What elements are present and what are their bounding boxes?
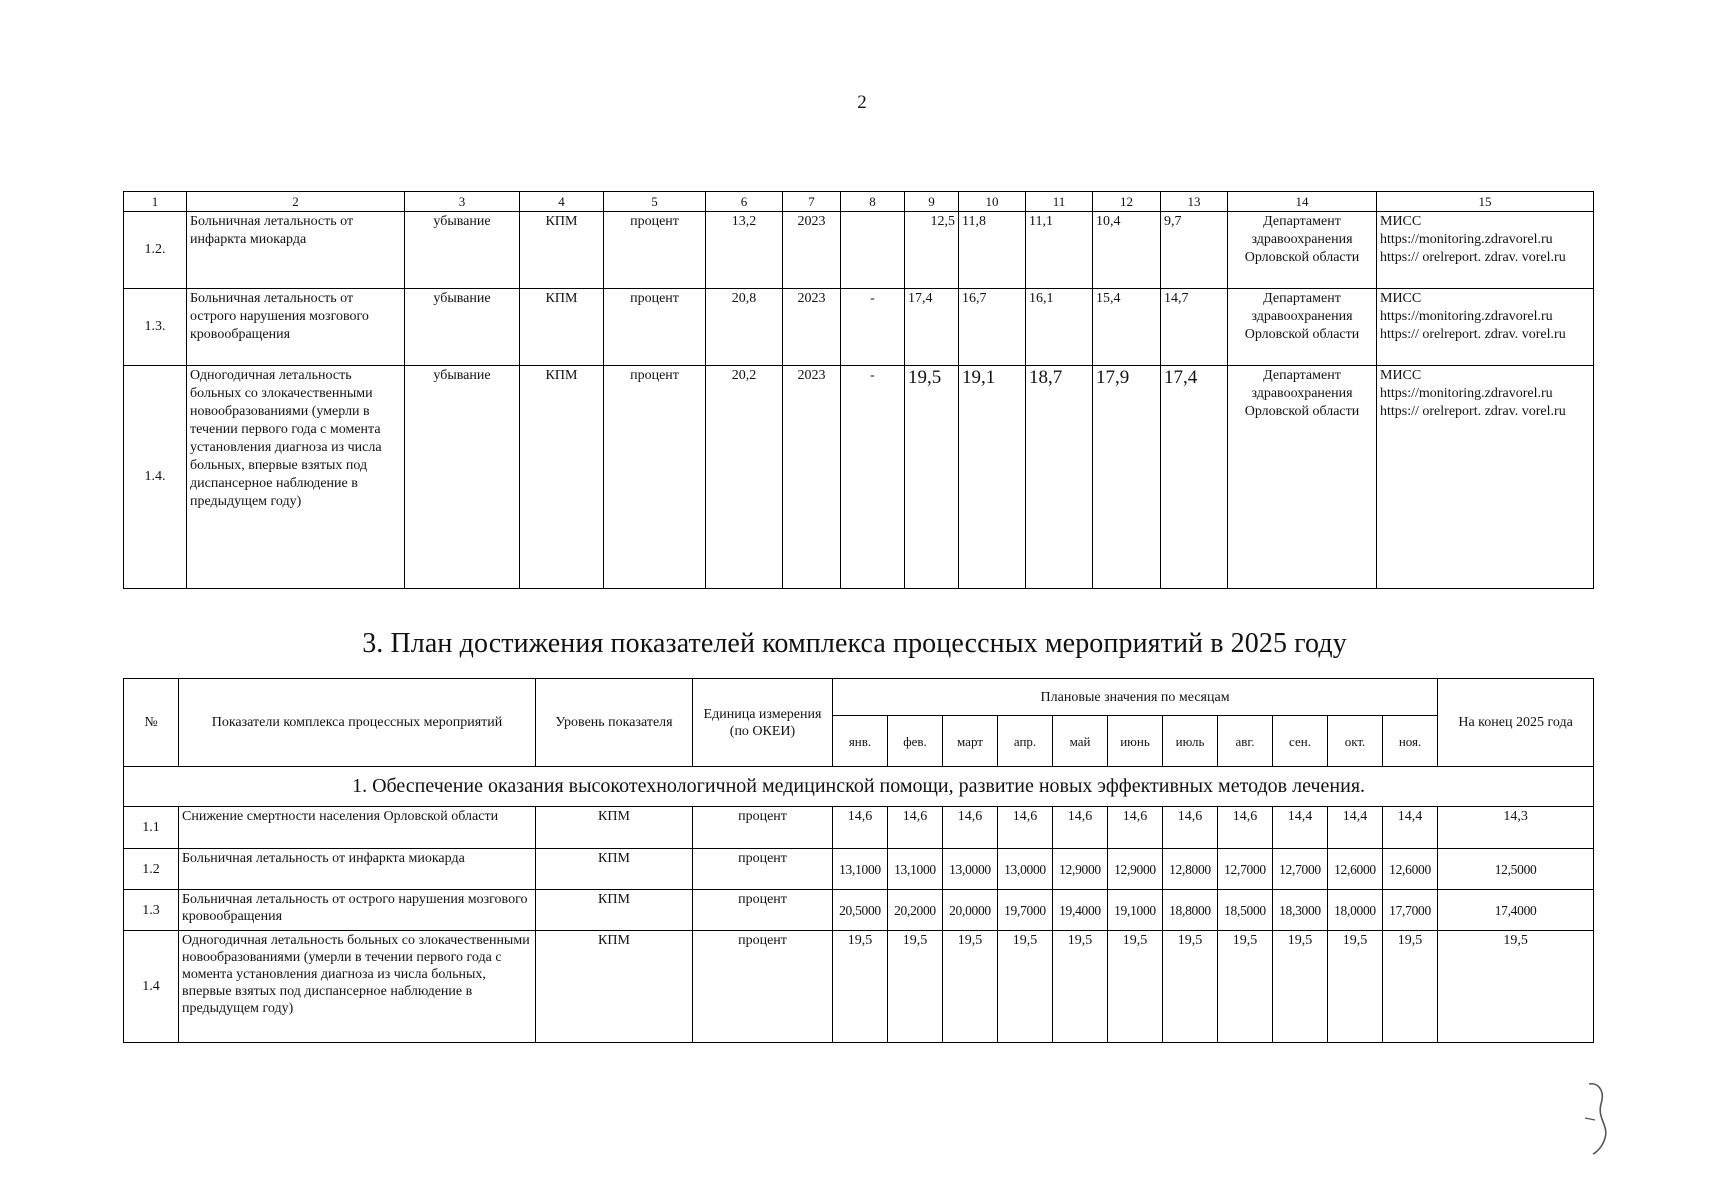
table-row <box>124 807 1594 849</box>
month-value: 14,6 <box>1053 807 1108 849</box>
unit-cell: процент <box>693 931 833 1043</box>
value-cell: 14,7 <box>1161 289 1228 366</box>
value-cell: 11,8 <box>959 212 1026 289</box>
month-value: 14,4 <box>1383 807 1438 849</box>
value-cell: 12,5 <box>905 212 959 289</box>
value-cell: 9,7 <box>1161 212 1228 289</box>
level-cell: КПМ <box>520 366 604 589</box>
header-cell: 2 <box>187 192 405 212</box>
header-cell: 10 <box>959 192 1026 212</box>
value-cell: 17,4 <box>1161 366 1228 589</box>
month-value: 20,0000 <box>943 890 998 931</box>
month-value: 14,4 <box>1328 807 1383 849</box>
table-row <box>124 931 1594 1043</box>
month-value: 14,6 <box>833 807 888 849</box>
month-header: фев. <box>888 716 943 767</box>
unit-cell: процент <box>693 849 833 890</box>
table-row <box>124 849 1594 890</box>
month-value: 18,0000 <box>1328 890 1383 931</box>
month-value: 14,6 <box>888 807 943 849</box>
header-cell: 5 <box>604 192 706 212</box>
header-end: На конец 2025 года <box>1438 679 1594 767</box>
month-value: 19,5 <box>833 931 888 1043</box>
unit-cell: процент <box>604 289 706 366</box>
month-value: 14,6 <box>1108 807 1163 849</box>
month-header: сен. <box>1273 716 1328 767</box>
month-header: окт. <box>1328 716 1383 767</box>
month-value: 14,6 <box>1163 807 1218 849</box>
section-title: 3. План достижения показателей комплекса процессных мероприятий в 2025 году <box>362 628 1347 659</box>
indicator-name: Одногодичная летальность больных со злокачественными новообразованиями (умерли в течении первого года с момента установления диагноза из числа больных, впервые взятых под диспансерное наблюдение в предыдущем году) <box>187 366 405 589</box>
month-value: 12,7000 <box>1218 849 1273 890</box>
month-value: 18,5000 <box>1218 890 1273 931</box>
indicator-name: Больничная летальность от острого нарушения мозгового кровообращения <box>179 890 536 931</box>
month-value: 19,5 <box>888 931 943 1043</box>
direction-cell: убывание <box>405 289 520 366</box>
month-value: 13,0000 <box>943 849 998 890</box>
responsible-cell: Департамент здравоохранения Орловской области <box>1228 212 1377 289</box>
direction-cell: убывание <box>405 366 520 589</box>
month-value: 19,7000 <box>998 890 1053 931</box>
indicators-table <box>123 191 1594 589</box>
header-cell: 8 <box>841 192 905 212</box>
base-value-cell: 13,2 <box>706 212 783 289</box>
month-value: 14,6 <box>1218 807 1273 849</box>
month-value: 19,5 <box>1053 931 1108 1043</box>
base-year-cell: 2023 <box>783 366 841 589</box>
level-cell: КПМ <box>536 931 693 1043</box>
base-value-cell: 20,2 <box>706 366 783 589</box>
month-value: 19,5 <box>1218 931 1273 1043</box>
base-year-cell: 2023 <box>783 289 841 366</box>
level-cell: КПМ <box>536 849 693 890</box>
month-header: июль <box>1163 716 1218 767</box>
month-header: ноя. <box>1383 716 1438 767</box>
header-cell: 6 <box>706 192 783 212</box>
header-cell: 15 <box>1377 192 1594 212</box>
indicator-name: Больничная летальность от острого нарушения мозгового кровообращения <box>187 289 405 366</box>
monthly-plan-table <box>123 678 1594 1043</box>
month-header: июнь <box>1108 716 1163 767</box>
month-value: 19,5 <box>1163 931 1218 1043</box>
month-value: 19,5 <box>1328 931 1383 1043</box>
base-value-cell: 20,8 <box>706 289 783 366</box>
month-value: 18,8000 <box>1163 890 1218 931</box>
unit-cell: процент <box>693 807 833 849</box>
month-value: 19,5 <box>1108 931 1163 1043</box>
header-cell: 4 <box>520 192 604 212</box>
level-cell: КПМ <box>520 212 604 289</box>
month-value: 12,9000 <box>1108 849 1163 890</box>
value-cell: 16,7 <box>959 289 1026 366</box>
header-cell: 11 <box>1026 192 1093 212</box>
month-header: авг. <box>1218 716 1273 767</box>
value-cell: 15,4 <box>1093 289 1161 366</box>
value-cell: 19,1 <box>959 366 1026 589</box>
month-value: 14,6 <box>943 807 998 849</box>
system-cell: МИСС https://monitoring.zdravorel.ru https:// orelreport. zdrav. vorel.ru <box>1377 366 1594 589</box>
responsible-cell: Департамент здравоохранения Орловской области <box>1228 289 1377 366</box>
unit-cell: процент <box>693 890 833 931</box>
col8-cell: - <box>841 289 905 366</box>
table-row <box>124 289 1594 366</box>
unit-cell: процент <box>604 212 706 289</box>
value-cell: 11,1 <box>1026 212 1093 289</box>
row-number: 1.2. <box>124 212 187 289</box>
header-cell: 13 <box>1161 192 1228 212</box>
value-cell: 17,9 <box>1093 366 1161 589</box>
value-cell: 18,7 <box>1026 366 1093 589</box>
month-value: 12,6000 <box>1328 849 1383 890</box>
unit-cell: процент <box>604 366 706 589</box>
month-value: 14,6 <box>998 807 1053 849</box>
col8-cell: - <box>841 366 905 589</box>
indicator-name: Больничная летальность от инфаркта миокарда <box>179 849 536 890</box>
month-value: 12,6000 <box>1383 849 1438 890</box>
section-heading: 1. Обеспечение оказания высокотехнологичной медицинской помощи, развитие новых эффективных методов лечения. <box>124 767 1594 807</box>
month-value: 20,5000 <box>833 890 888 931</box>
header-cell: 9 <box>905 192 959 212</box>
header-indicator: Показатели комплекса процессных мероприятий <box>179 679 536 767</box>
table-row <box>124 890 1594 931</box>
row-number: 1.2 <box>124 849 179 890</box>
month-header: март <box>943 716 998 767</box>
month-value: 19,4000 <box>1053 890 1108 931</box>
section-row <box>124 767 1594 807</box>
month-value: 19,5 <box>943 931 998 1043</box>
end-value: 17,4000 <box>1438 890 1594 931</box>
indicator-name: Одногодичная летальность больных со злокачественными новообразованиями (умерли в течении первого года с момента установления диагноза из числа больных, впервые взятых под диспансерное наблюдение в предыдущем году) <box>179 931 536 1043</box>
month-value: 13,0000 <box>998 849 1053 890</box>
header-cell: 14 <box>1228 192 1377 212</box>
month-header: янв. <box>833 716 888 767</box>
header-level: Уровень показателя <box>536 679 693 767</box>
month-value: 17,7000 <box>1383 890 1438 931</box>
direction-cell: убывание <box>405 212 520 289</box>
header-cell: 1 <box>124 192 187 212</box>
responsible-cell: Департамент здравоохранения Орловской области <box>1228 366 1377 589</box>
indicator-name: Больничная летальность от инфаркта миокарда <box>187 212 405 289</box>
table-header-row <box>124 192 1594 212</box>
month-header: апр. <box>998 716 1053 767</box>
month-value: 19,5 <box>1383 931 1438 1043</box>
end-value: 19,5 <box>1438 931 1594 1043</box>
month-value: 12,7000 <box>1273 849 1328 890</box>
table-row <box>124 212 1594 289</box>
base-year-cell: 2023 <box>783 212 841 289</box>
month-value: 13,1000 <box>888 849 943 890</box>
row-number: 1.4 <box>124 931 179 1043</box>
row-number: 1.1 <box>124 807 179 849</box>
row-number: 1.3. <box>124 289 187 366</box>
page-number: 2 <box>857 92 867 113</box>
header-unit: Единица измерения (по ОКЕИ) <box>693 679 833 767</box>
end-value: 14,3 <box>1438 807 1594 849</box>
month-value: 12,9000 <box>1053 849 1108 890</box>
value-cell: 10,4 <box>1093 212 1161 289</box>
end-value: 12,5000 <box>1438 849 1594 890</box>
value-cell: 17,4 <box>905 289 959 366</box>
header-cell: 7 <box>783 192 841 212</box>
system-cell: МИСС https://monitoring.zdravorel.ru https:// orelreport. zdrav. vorel.ru <box>1377 289 1594 366</box>
row-number: 1.4. <box>124 366 187 589</box>
level-cell: КПМ <box>520 289 604 366</box>
header-monthly: Плановые значения по месяцам <box>833 679 1438 716</box>
level-cell: КПМ <box>536 890 693 931</box>
month-value: 12,8000 <box>1163 849 1218 890</box>
header-cell: 12 <box>1093 192 1161 212</box>
table-row <box>124 366 1594 589</box>
system-cell: МИСС https://monitoring.zdravorel.ru https:// orelreport. zdrav. vorel.ru <box>1377 212 1594 289</box>
value-cell: 16,1 <box>1026 289 1093 366</box>
col8-cell <box>841 212 905 289</box>
level-cell: КПМ <box>536 807 693 849</box>
month-value: 18,3000 <box>1273 890 1328 931</box>
month-value: 19,1000 <box>1108 890 1163 931</box>
table-header-row <box>124 679 1594 716</box>
row-number: 1.3 <box>124 890 179 931</box>
month-value: 13,1000 <box>833 849 888 890</box>
month-value: 14,4 <box>1273 807 1328 849</box>
header-num: № <box>124 679 179 767</box>
value-cell: 19,5 <box>905 366 959 589</box>
month-header: май <box>1053 716 1108 767</box>
month-value: 20,2000 <box>888 890 943 931</box>
header-cell: 3 <box>405 192 520 212</box>
signature-mark <box>1583 1078 1619 1158</box>
indicator-name: Снижение смертности населения Орловской области <box>179 807 536 849</box>
month-value: 19,5 <box>998 931 1053 1043</box>
month-value: 19,5 <box>1273 931 1328 1043</box>
